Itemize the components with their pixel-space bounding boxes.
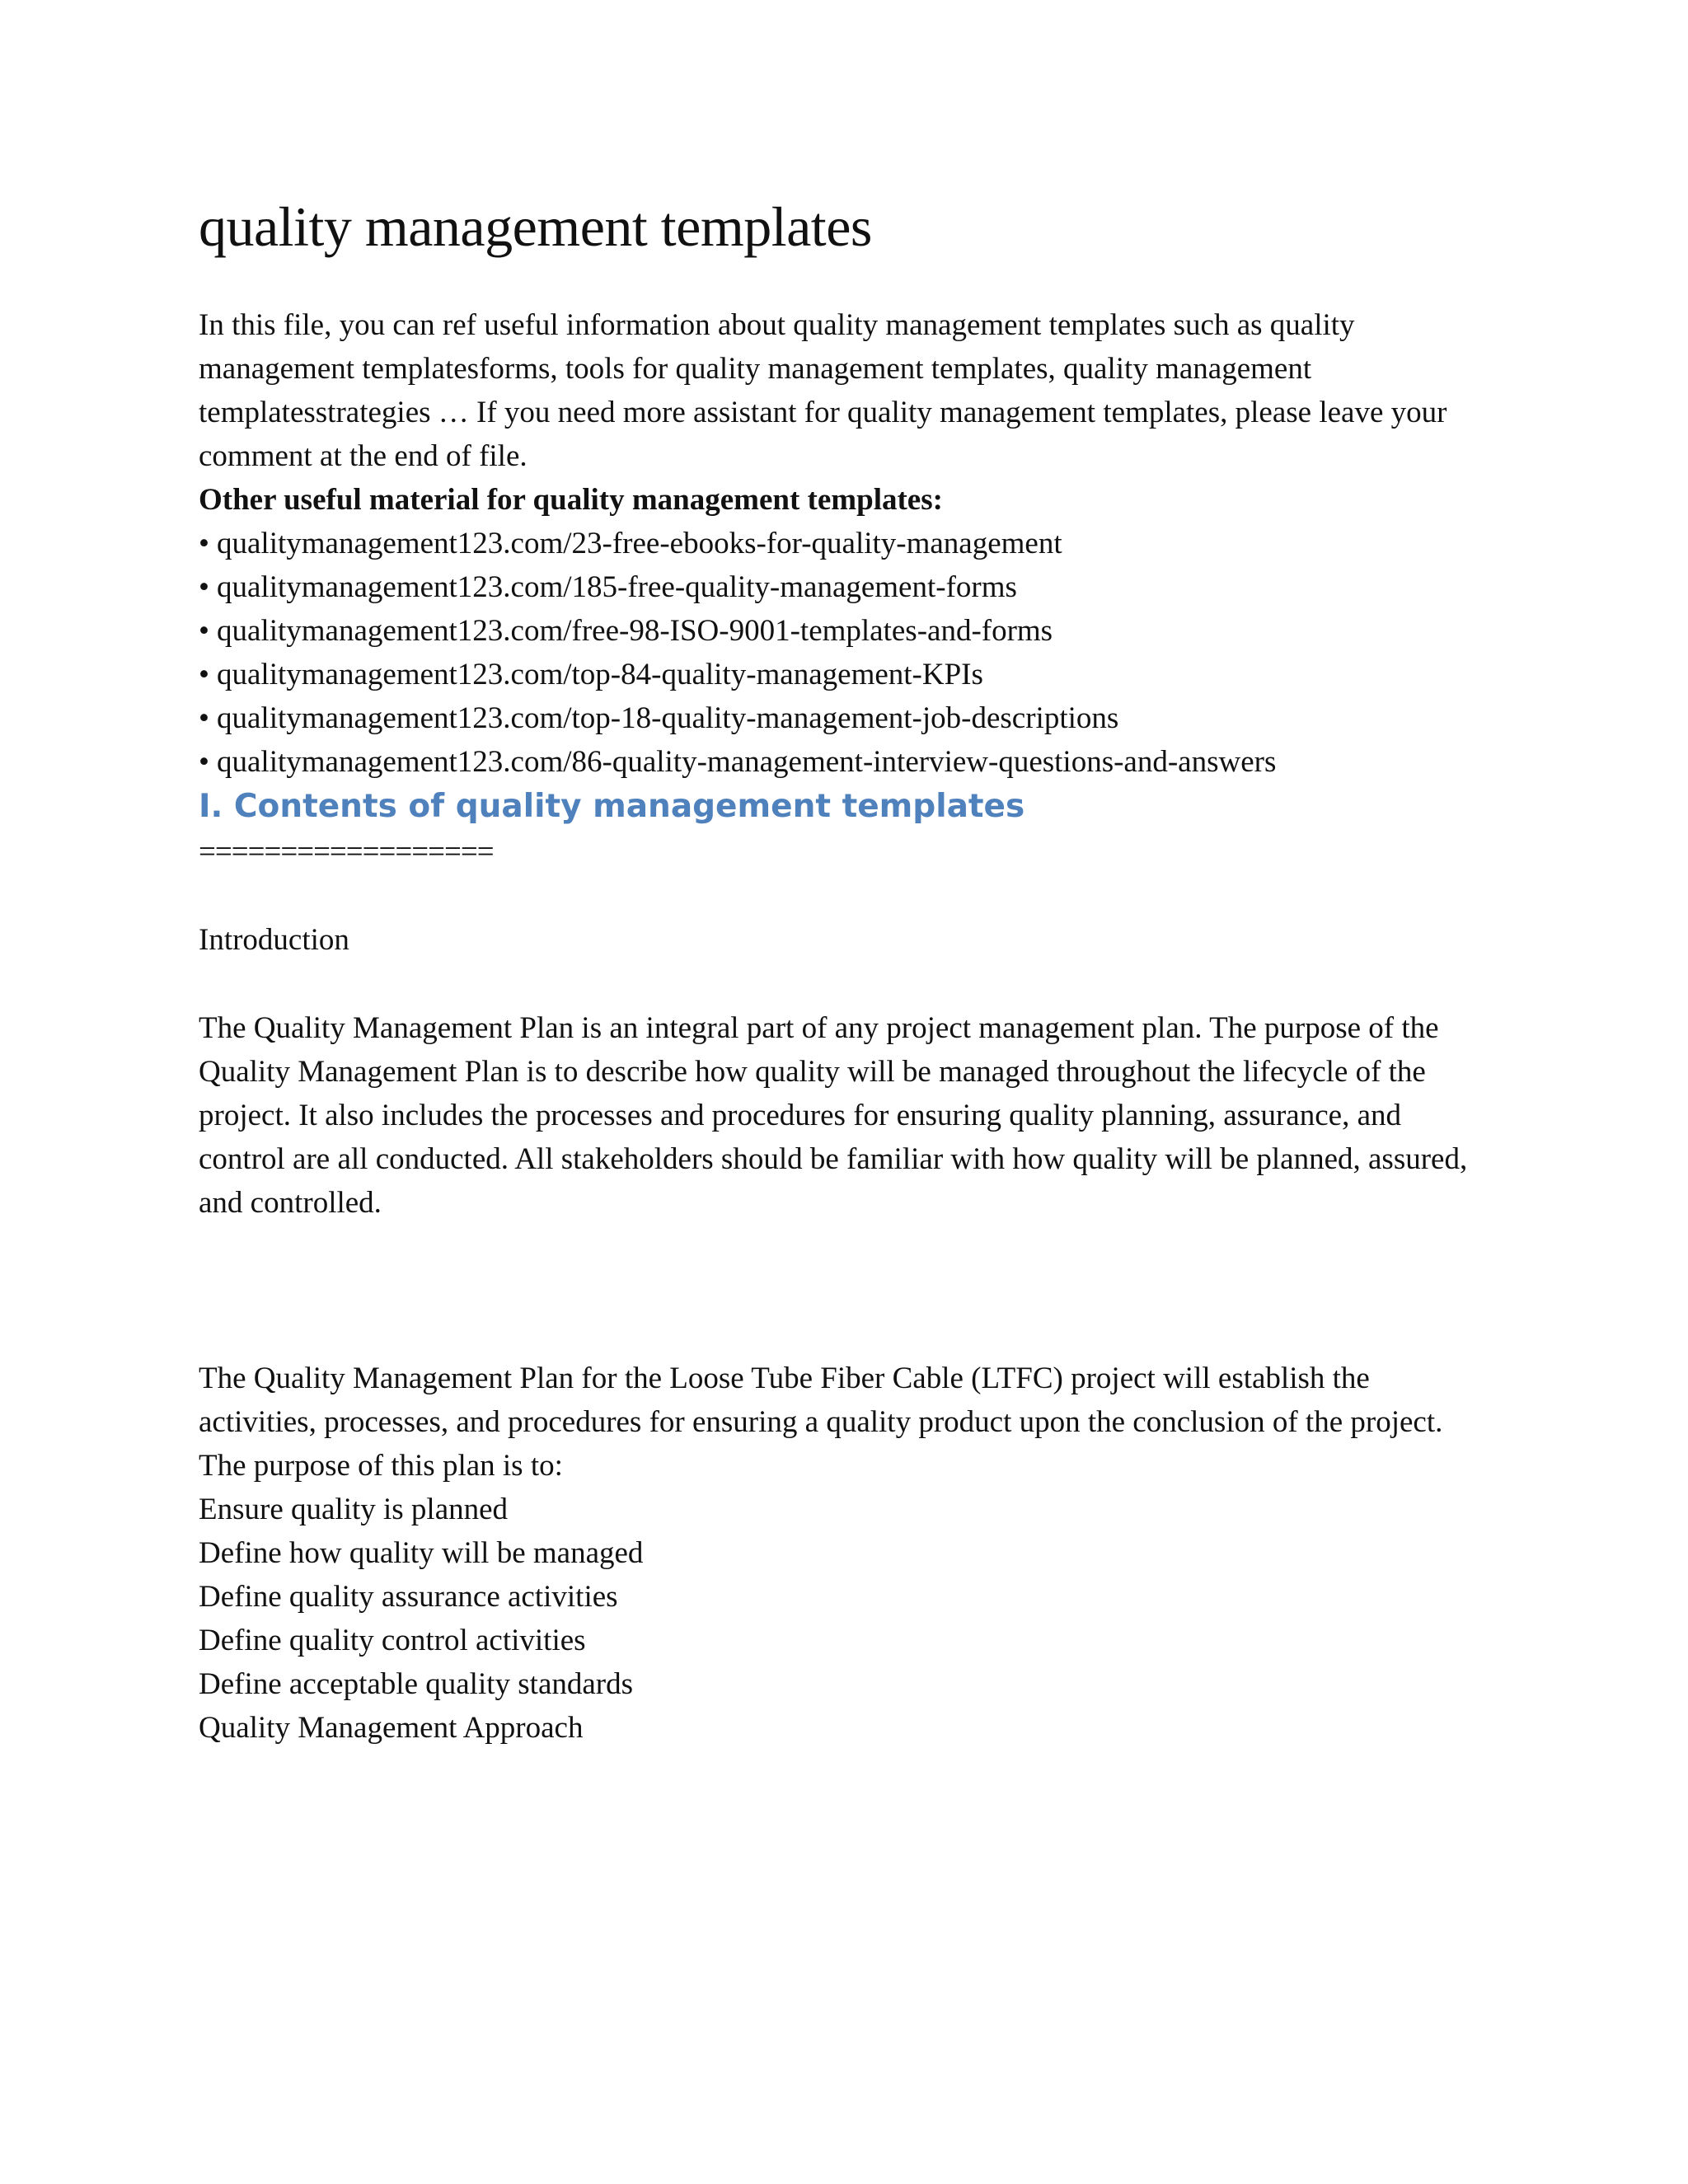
- link-text[interactable]: qualitymanagement123.com/free-98-ISO-9001-templates-and-forms: [217, 614, 1053, 648]
- bullet-icon: •: [199, 570, 209, 604]
- list-item: Define quality control activities: [199, 1624, 586, 1657]
- useful-links-list: [199, 522, 1493, 784]
- list-item: [199, 522, 1493, 565]
- document-content: [199, 190, 1493, 1750]
- body-paragraph-2: The Quality Management Plan for the Loose Tube Fiber Cable (LTFC) project will establish the activities, processes, and procedures for ensuring a quality product upon the conclusion of the project. The purpose of this plan is to:: [199, 1361, 1443, 1483]
- list-item: Define acceptable quality standards: [199, 1667, 634, 1701]
- introduction-label: Introduction: [199, 923, 349, 957]
- link-text[interactable]: qualitymanagement123.com/86-quality-management-interview-questions-and-answers: [217, 745, 1277, 779]
- list-item: [199, 565, 1493, 609]
- link-text[interactable]: qualitymanagement123.com/top-18-quality-management-job-descriptions: [217, 701, 1119, 735]
- bullet-icon: •: [199, 614, 209, 648]
- document-title: quality management templates: [199, 195, 872, 258]
- bullet-icon: •: [199, 701, 209, 735]
- bullet-icon: •: [199, 658, 209, 691]
- list-item: Define quality assurance activities: [199, 1580, 618, 1614]
- bullet-icon: •: [199, 745, 209, 779]
- link-text[interactable]: qualitymanagement123.com/185-free-quality-management-forms: [217, 570, 1017, 604]
- link-text[interactable]: qualitymanagement123.com/top-84-quality-management-KPIs: [217, 658, 983, 691]
- purpose-list: [199, 1488, 1493, 1750]
- bullet-icon: •: [199, 527, 209, 560]
- list-item: [199, 740, 1493, 784]
- intro-paragraph: In this file, you can ref useful information about quality management templates such as quality management templatesforms, tools for quality management templates, quality management templatesstrategies … If you need more assistant for quality management templates, please leave your comment at the end of file.: [199, 308, 1447, 473]
- section-heading-contents: I. Contents of quality management templates: [199, 788, 1025, 825]
- equals-divider: ==================: [199, 835, 494, 869]
- list-item: Define how quality will be managed: [199, 1536, 644, 1570]
- list-item: Ensure quality is planned: [199, 1493, 509, 1526]
- list-item: [199, 653, 1493, 696]
- next-heading: Quality Management Approach: [199, 1711, 584, 1745]
- other-material-heading: Other useful material for quality management templates:: [199, 483, 943, 517]
- link-text[interactable]: qualitymanagement123.com/23-free-ebooks-for-quality-management: [217, 527, 1062, 560]
- list-item: [199, 696, 1493, 740]
- body-paragraph-1: The Quality Management Plan is an integral part of any project management plan. The purpose of the Quality Management Plan is to describe how quality will be managed throughout the lifecycle of the project. It also includes the processes and procedures for ensuring quality planning, assurance, and control are all conducted. All stakeholders should be familiar with how quality will be planned, assured, and controlled.: [199, 1011, 1468, 1220]
- list-item: [199, 609, 1493, 653]
